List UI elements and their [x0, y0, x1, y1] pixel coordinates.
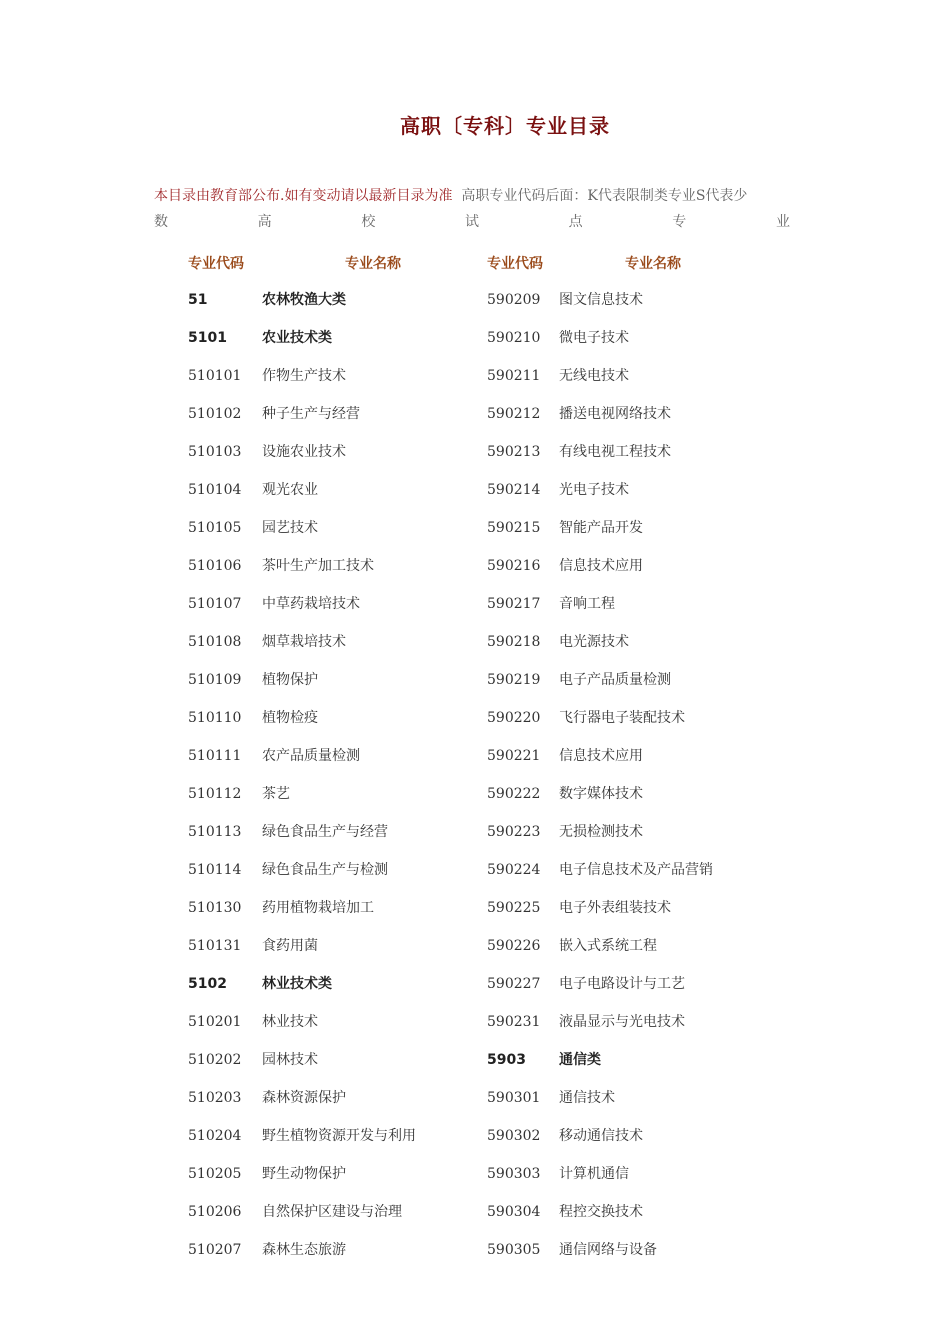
major-code: 590218 [487, 634, 541, 650]
major-name: 烟草栽培技术 [262, 634, 346, 650]
major-name: 智能产品开发 [559, 520, 643, 536]
major-code: 590231 [487, 1014, 541, 1030]
intro-gray-text: 高职专业代码后面：K代表限制类专业S代表少 [461, 188, 748, 204]
major-name: 电子信息技术及产品营销 [559, 862, 713, 878]
major-name: 电子外表组装技术 [559, 900, 671, 916]
intro-char: 业 [775, 214, 790, 230]
major-name: 自然保护区建设与治理 [262, 1204, 402, 1220]
major-code: 590219 [487, 672, 541, 688]
major-name: 林业技术类 [262, 976, 332, 992]
intro-line-1 [154, 183, 790, 209]
intro-char: 试 [464, 214, 479, 230]
major-name: 绿色食品生产与检测 [262, 862, 388, 878]
major-name: 食药用菌 [262, 938, 318, 954]
major-name: 数字媒体技术 [559, 786, 643, 802]
major-name: 野生植物资源开发与利用 [262, 1128, 416, 1144]
major-name: 播送电视网络技术 [559, 406, 671, 422]
major-name: 通信网络与设备 [559, 1242, 657, 1258]
major-name: 园艺技术 [262, 520, 318, 536]
major-name: 液晶显示与光电技术 [559, 1014, 685, 1030]
major-name: 园林技术 [262, 1052, 318, 1068]
major-name: 农业技术类 [262, 330, 332, 346]
intro-note [154, 183, 790, 235]
major-code: 510101 [188, 368, 242, 384]
major-name: 茶艺 [262, 786, 290, 802]
major-code: 510205 [188, 1166, 242, 1182]
major-name: 无线电技术 [559, 368, 629, 384]
major-name: 信息技术应用 [559, 558, 643, 574]
major-code: 510111 [188, 748, 242, 764]
major-code: 590216 [487, 558, 541, 574]
major-name: 计算机通信 [559, 1166, 629, 1182]
major-name: 飞行器电子装配技术 [559, 710, 685, 726]
major-code: 590225 [487, 900, 541, 916]
major-name: 通信技术 [559, 1090, 615, 1106]
major-code: 590211 [487, 368, 541, 384]
major-name: 植物检疫 [262, 710, 318, 726]
major-code: 51 [188, 292, 208, 308]
intro-red-text: 本目录由教育部公布.如有变动请以最新目录为准 [154, 188, 453, 204]
major-name: 光电子技术 [559, 482, 629, 498]
right-name-header: 专业名称 [625, 256, 681, 272]
major-name: 程控交换技术 [559, 1204, 643, 1220]
major-name: 信息技术应用 [559, 748, 643, 764]
major-code: 590304 [487, 1204, 541, 1220]
major-code: 510105 [188, 520, 242, 536]
major-code: 510206 [188, 1204, 242, 1220]
major-code: 5101 [188, 330, 227, 346]
major-name: 作物生产技术 [262, 368, 346, 384]
major-code: 590209 [487, 292, 541, 308]
major-code: 590217 [487, 596, 541, 612]
major-code: 510207 [188, 1242, 242, 1258]
major-name: 微电子技术 [559, 330, 629, 346]
major-name: 林业技术 [262, 1014, 318, 1030]
major-code: 510131 [188, 938, 242, 954]
major-code: 590221 [487, 748, 541, 764]
major-code: 510203 [188, 1090, 242, 1106]
major-name: 电子产品质量检测 [559, 672, 671, 688]
major-name: 森林生态旅游 [262, 1242, 346, 1258]
left-code-header: 专业代码 [188, 256, 244, 272]
intro-char: 校 [361, 214, 376, 230]
major-name: 绿色食品生产与经营 [262, 824, 388, 840]
right-code-header: 专业代码 [487, 256, 543, 272]
major-name: 药用植物栽培加工 [262, 900, 374, 916]
major-name: 无损检测技术 [559, 824, 643, 840]
major-name: 农产品质量检测 [262, 748, 360, 764]
major-code: 510107 [188, 596, 242, 612]
major-code: 510106 [188, 558, 242, 574]
major-code: 510109 [188, 672, 242, 688]
major-name: 通信类 [559, 1052, 601, 1068]
major-name: 茶叶生产加工技术 [262, 558, 374, 574]
major-code: 590215 [487, 520, 541, 536]
major-code: 510103 [188, 444, 242, 460]
major-code: 5903 [487, 1052, 526, 1068]
major-code: 510112 [188, 786, 242, 802]
page-title: 高职〔专科〕专业目录 [400, 114, 610, 138]
major-name: 电光源技术 [559, 634, 629, 650]
major-code: 590223 [487, 824, 541, 840]
major-code: 590227 [487, 976, 541, 992]
major-code: 510114 [188, 862, 242, 878]
major-code: 510113 [188, 824, 242, 840]
major-name: 设施农业技术 [262, 444, 346, 460]
major-code: 590226 [487, 938, 541, 954]
major-code: 590212 [487, 406, 541, 422]
major-name: 森林资源保护 [262, 1090, 346, 1106]
major-code: 590210 [487, 330, 541, 346]
major-code: 590220 [487, 710, 541, 726]
intro-line-2 [154, 209, 790, 235]
left-name-header: 专业名称 [345, 256, 401, 272]
major-code: 590302 [487, 1128, 541, 1144]
major-name: 种子生产与经营 [262, 406, 360, 422]
intro-char: 点 [568, 214, 583, 230]
major-code: 510201 [188, 1014, 242, 1030]
major-name: 农林牧渔大类 [262, 292, 346, 308]
major-name: 嵌入式系统工程 [559, 938, 657, 954]
major-code: 510104 [188, 482, 242, 498]
major-code: 510204 [188, 1128, 242, 1144]
major-code: 510110 [188, 710, 242, 726]
major-code: 590301 [487, 1090, 541, 1106]
major-code: 510130 [188, 900, 242, 916]
major-name: 野生动物保护 [262, 1166, 346, 1182]
major-code: 590222 [487, 786, 541, 802]
intro-char: 专 [672, 214, 687, 230]
major-name: 观光农业 [262, 482, 318, 498]
major-code: 590305 [487, 1242, 541, 1258]
major-name: 电子电路设计与工艺 [559, 976, 685, 992]
major-code: 590213 [487, 444, 541, 460]
major-name: 有线电视工程技术 [559, 444, 671, 460]
major-name: 中草药栽培技术 [262, 596, 360, 612]
major-name: 植物保护 [262, 672, 318, 688]
major-name: 图文信息技术 [559, 292, 643, 308]
major-code: 590224 [487, 862, 541, 878]
major-code: 510102 [188, 406, 242, 422]
major-code: 590214 [487, 482, 541, 498]
major-name: 移动通信技术 [559, 1128, 643, 1144]
major-name: 音响工程 [559, 596, 615, 612]
major-code: 510108 [188, 634, 242, 650]
intro-char: 高 [257, 214, 272, 230]
major-code: 5102 [188, 976, 227, 992]
intro-char: 数 [154, 214, 168, 230]
major-code: 510202 [188, 1052, 242, 1068]
major-code: 590303 [487, 1166, 541, 1182]
